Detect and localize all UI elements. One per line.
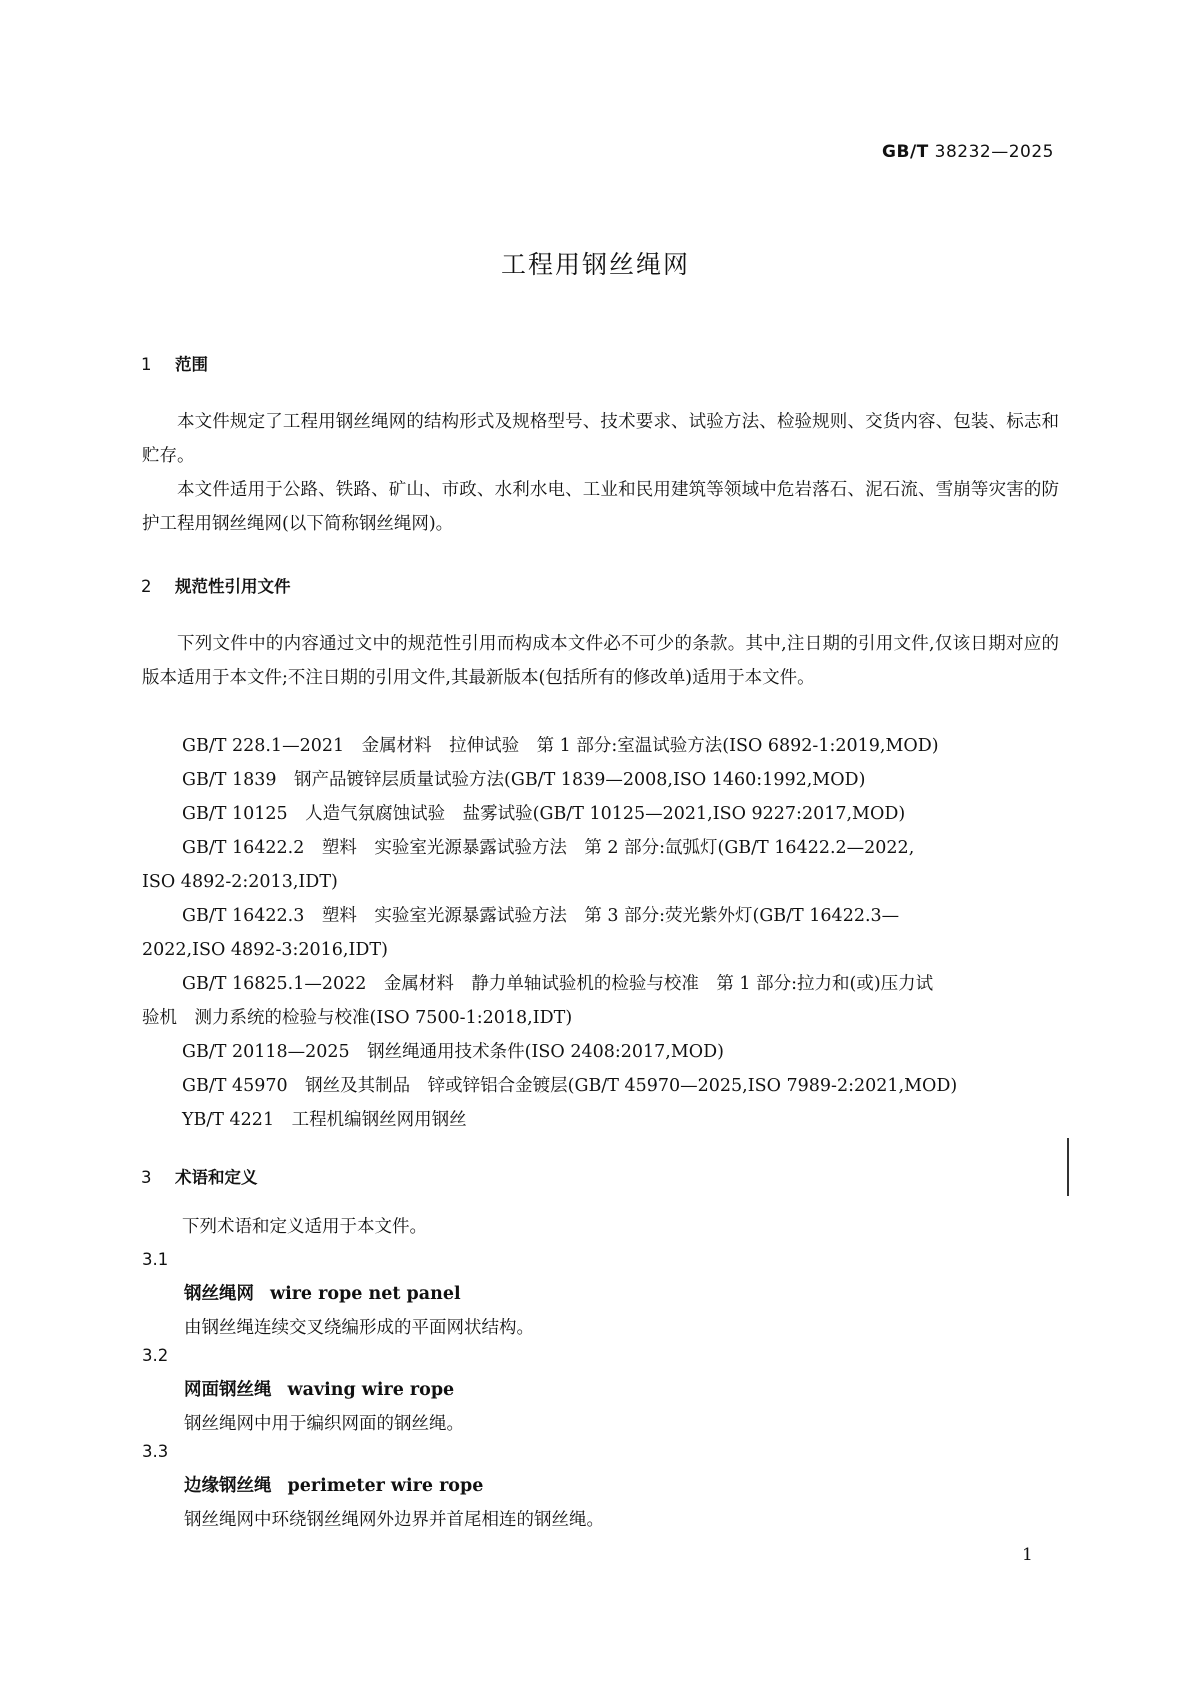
reference-item: GB/T 20118—2025 钢丝绳通用技术条件(ISO 2408:2017,MOD): [182, 1042, 724, 1062]
reference-item: GB/T 16825.1—2022 金属材料 静力单轴试验机的检验与校准 第 1 部分:拉力和(或)压力试: [182, 974, 934, 994]
reference-item: GB/T 228.1—2021 金属材料 拉伸试验 第 1 部分:室温试验方法(ISO 6892-1:2019,MOD): [182, 736, 939, 756]
reference-item: GB/T 16422.2 塑料 实验室光源暴露试验方法 第 2 部分:氙弧灯(GB/T 16422.2—2022,: [182, 838, 915, 858]
change-bar: [1067, 1138, 1069, 1196]
term-title: 网面钢丝绳 waving wire rope: [184, 1380, 455, 1400]
section-2-intro: 下列文件中的内容通过文中的规范性引用而构成本文件必不可少的条款。其中,注日期的引用文件,仅该日期对应的版本适用于本文件;不注日期的引用文件,其最新版本(包括所有的修改单)适用于本文件。: [142, 634, 1059, 688]
paragraph: 本文件规定了工程用钢丝绳网的结构形式及规格型号、技术要求、试验方法、检验规则、交货内容、包装、标志和贮存。: [142, 412, 1059, 466]
reference-item: GB/T 16422.3 塑料 实验室光源暴露试验方法 第 3 部分:荧光紫外灯(GB/T 16422.3—: [182, 906, 900, 926]
reference-item: YB/T 4221 工程机编钢丝网用钢丝: [182, 1110, 467, 1130]
reference-item-cont: 验机 测力系统的检验与校准(ISO 7500-1:2018,IDT): [142, 1008, 573, 1028]
document-title: 工程用钢丝绳网: [500, 250, 690, 279]
reference-item: GB/T 45970 钢丝及其制品 锌或锌铝合金镀层(GB/T 45970—2025,ISO 7989-2:2021,MOD): [182, 1076, 958, 1096]
reference-item-cont: ISO 4892-2:2013,IDT): [142, 872, 338, 892]
paragraph: 本文件适用于公路、铁路、矿山、市政、水利水电、工业和民用建筑等领域中危岩落石、泥石流、雪崩等灾害的防护工程用钢丝绳网(以下简称钢丝绳网)。: [142, 480, 1059, 534]
reference-item: GB/T 10125 人造气氛腐蚀试验 盐雾试验(GB/T 10125—2021,ISO 9227:2017,MOD): [182, 804, 906, 824]
section-3-intro: 下列术语和定义适用于本文件。: [182, 1217, 427, 1237]
term-title: 边缘钢丝绳 perimeter wire rope: [184, 1476, 484, 1496]
reference-item-cont: 2022,ISO 4892-3:2016,IDT): [142, 940, 388, 960]
term-number: 3.2: [142, 1346, 169, 1365]
section-1-heading: 1 范围: [141, 355, 208, 374]
page-number: 1: [1022, 1545, 1033, 1565]
term-title: 钢丝绳网 wire rope net panel: [184, 1284, 461, 1304]
term-definition: 钢丝绳网中用于编织网面的钢丝绳。: [184, 1414, 464, 1434]
section-2-heading: 2 规范性引用文件: [141, 577, 291, 596]
reference-item: GB/T 1839 钢产品镀锌层质量试验方法(GB/T 1839—2008,ISO 1460:1992,MOD): [182, 770, 866, 790]
term-number: 3.1: [142, 1250, 169, 1269]
standard-code: GB/T 38232—2025: [882, 142, 1054, 162]
term-number: 3.3: [142, 1442, 169, 1461]
term-definition: 由钢丝绳连续交叉绕编形成的平面网状结构。: [184, 1318, 534, 1338]
section-3-heading: 3 术语和定义: [141, 1168, 258, 1187]
section-1-body: [142, 405, 1059, 541]
term-definition: 钢丝绳网中环绕钢丝绳网外边界并首尾相连的钢丝绳。: [184, 1510, 604, 1530]
